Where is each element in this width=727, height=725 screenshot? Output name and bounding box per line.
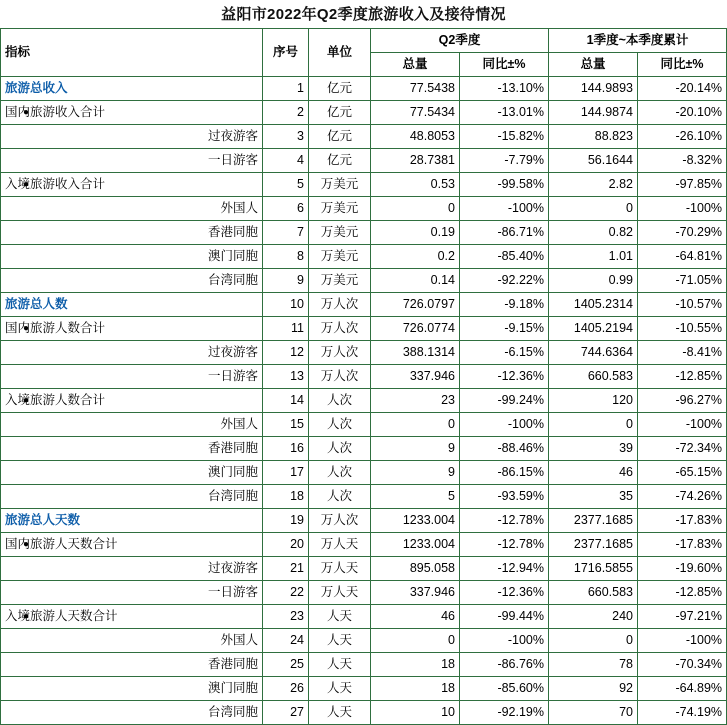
row-indicator: 台湾同胞 <box>1 485 263 509</box>
row-cum-yoy: -70.29% <box>638 221 727 245</box>
row-cum-yoy: -71.05% <box>638 269 727 293</box>
row-cum-yoy: -65.15% <box>638 461 727 485</box>
row-unit: 亿元 <box>309 149 371 173</box>
table-row <box>1 221 727 245</box>
row-seq: 3 <box>263 125 309 149</box>
row-q2-total: 1233.004 <box>371 533 460 557</box>
row-cum-total: 0 <box>549 413 638 437</box>
row-q2-yoy: -12.36% <box>460 581 549 605</box>
row-cum-total: 0 <box>549 197 638 221</box>
header-q2-yoy: 同比±% <box>460 53 549 77</box>
row-seq: 14 <box>263 389 309 413</box>
row-cum-total: 0.82 <box>549 221 638 245</box>
row-seq: 26 <box>263 677 309 701</box>
row-q2-total: 0.14 <box>371 269 460 293</box>
row-q2-total: 77.5434 <box>371 101 460 125</box>
row-cum-total: 2.82 <box>549 173 638 197</box>
table-header <box>1 29 727 77</box>
header-q2-total: 总量 <box>371 53 460 77</box>
row-cum-total: 240 <box>549 605 638 629</box>
row-cum-yoy: -100% <box>638 413 727 437</box>
row-cum-total: 660.583 <box>549 365 638 389</box>
row-cum-yoy: -64.89% <box>638 677 727 701</box>
row-indicator: 澳门同胞 <box>1 461 263 485</box>
row-unit: 万美元 <box>309 221 371 245</box>
row-q2-total: 5 <box>371 485 460 509</box>
row-cum-total: 92 <box>549 677 638 701</box>
table-row <box>1 245 727 269</box>
row-cum-total: 0.99 <box>549 269 638 293</box>
row-q2-yoy: -12.78% <box>460 533 549 557</box>
row-indicator: 香港同胞 <box>1 653 263 677</box>
row-indicator: 过夜游客 <box>1 341 263 365</box>
row-unit: 人天 <box>309 701 371 725</box>
row-unit: 万人天 <box>309 557 371 581</box>
row-q2-yoy: -9.15% <box>460 317 549 341</box>
row-cum-yoy: -12.85% <box>638 581 727 605</box>
row-cum-yoy: -10.57% <box>638 293 727 317</box>
row-q2-yoy: -12.94% <box>460 557 549 581</box>
row-q2-yoy: -99.58% <box>460 173 549 197</box>
row-cum-yoy: -96.27% <box>638 389 727 413</box>
table-row <box>1 581 727 605</box>
row-unit: 万美元 <box>309 197 371 221</box>
row-seq: 15 <box>263 413 309 437</box>
row-indicator: ● 入境旅游人数合计 <box>1 389 263 413</box>
row-cum-total: 78 <box>549 653 638 677</box>
table-row <box>1 293 727 317</box>
row-q2-yoy: -100% <box>460 629 549 653</box>
row-seq: 25 <box>263 653 309 677</box>
row-q2-total: 726.0797 <box>371 293 460 317</box>
row-seq: 11 <box>263 317 309 341</box>
row-cum-total: 744.6364 <box>549 341 638 365</box>
table-row <box>1 341 727 365</box>
row-q2-total: 18 <box>371 653 460 677</box>
row-unit: 人次 <box>309 437 371 461</box>
row-unit: 万人天 <box>309 581 371 605</box>
table-body <box>1 77 727 725</box>
row-seq: 17 <box>263 461 309 485</box>
row-unit: 万人次 <box>309 509 371 533</box>
row-indicator: ● 国内旅游人数合计 <box>1 317 263 341</box>
row-q2-yoy: -85.40% <box>460 245 549 269</box>
row-cum-total: 144.9893 <box>549 77 638 101</box>
row-q2-yoy: -92.22% <box>460 269 549 293</box>
row-cum-total: 70 <box>549 701 638 725</box>
row-unit: 人天 <box>309 629 371 653</box>
table-row <box>1 101 727 125</box>
row-cum-total: 0 <box>549 629 638 653</box>
row-cum-yoy: -17.83% <box>638 533 727 557</box>
header-unit: 单位 <box>309 29 371 77</box>
row-unit: 人天 <box>309 677 371 701</box>
header-group-cumulative: 1季度~本季度累计 <box>549 29 727 53</box>
row-q2-yoy: -86.71% <box>460 221 549 245</box>
row-seq: 27 <box>263 701 309 725</box>
row-cum-yoy: -72.34% <box>638 437 727 461</box>
row-cum-total: 39 <box>549 437 638 461</box>
row-cum-total: 56.1644 <box>549 149 638 173</box>
row-q2-total: 48.8053 <box>371 125 460 149</box>
row-unit: 万人次 <box>309 341 371 365</box>
row-indicator: 一日游客 <box>1 149 263 173</box>
row-unit: 人次 <box>309 389 371 413</box>
row-q2-total: 18 <box>371 677 460 701</box>
header-seq: 序号 <box>263 29 309 77</box>
row-indicator: 澳门同胞 <box>1 677 263 701</box>
row-cum-yoy: -26.10% <box>638 125 727 149</box>
row-q2-total: 337.946 <box>371 365 460 389</box>
table-row <box>1 509 727 533</box>
row-q2-total: 77.5438 <box>371 77 460 101</box>
row-cum-yoy: -64.81% <box>638 245 727 269</box>
table-row <box>1 269 727 293</box>
table-row <box>1 557 727 581</box>
row-q2-total: 0 <box>371 197 460 221</box>
header-indicator: 指标 <box>1 29 263 77</box>
row-unit: 人次 <box>309 461 371 485</box>
row-indicator: 香港同胞 <box>1 221 263 245</box>
row-q2-total: 23 <box>371 389 460 413</box>
row-unit: 亿元 <box>309 77 371 101</box>
table-row <box>1 437 727 461</box>
row-unit: 人次 <box>309 413 371 437</box>
row-cum-yoy: -100% <box>638 197 727 221</box>
row-cum-yoy: -20.10% <box>638 101 727 125</box>
row-seq: 9 <box>263 269 309 293</box>
row-indicator: 外国人 <box>1 629 263 653</box>
row-q2-yoy: -13.10% <box>460 77 549 101</box>
row-seq: 23 <box>263 605 309 629</box>
row-q2-yoy: -99.24% <box>460 389 549 413</box>
row-unit: 人次 <box>309 485 371 509</box>
row-unit: 万美元 <box>309 173 371 197</box>
table-row <box>1 653 727 677</box>
table-row <box>1 605 727 629</box>
row-q2-yoy: -7.79% <box>460 149 549 173</box>
row-indicator: 外国人 <box>1 413 263 437</box>
table-row <box>1 461 727 485</box>
row-q2-yoy: -15.82% <box>460 125 549 149</box>
row-cum-yoy: -8.41% <box>638 341 727 365</box>
row-q2-total: 46 <box>371 605 460 629</box>
row-cum-yoy: -70.34% <box>638 653 727 677</box>
row-cum-total: 2377.1685 <box>549 533 638 557</box>
row-q2-yoy: -93.59% <box>460 485 549 509</box>
row-seq: 4 <box>263 149 309 173</box>
row-seq: 24 <box>263 629 309 653</box>
row-cum-yoy: -74.26% <box>638 485 727 509</box>
table-row <box>1 317 727 341</box>
tourism-statistics-table <box>0 28 727 725</box>
row-cum-total: 1405.2314 <box>549 293 638 317</box>
row-unit: 万人次 <box>309 317 371 341</box>
table-row <box>1 389 727 413</box>
row-unit: 万人次 <box>309 293 371 317</box>
row-cum-total: 35 <box>549 485 638 509</box>
row-cum-yoy: -17.83% <box>638 509 727 533</box>
row-seq: 19 <box>263 509 309 533</box>
row-seq: 18 <box>263 485 309 509</box>
table-row <box>1 77 727 101</box>
row-cum-yoy: -8.32% <box>638 149 727 173</box>
table-row <box>1 149 727 173</box>
header-group-q2: Q2季度 <box>371 29 549 53</box>
table-row <box>1 365 727 389</box>
row-cum-total: 2377.1685 <box>549 509 638 533</box>
row-seq: 16 <box>263 437 309 461</box>
row-unit: 万美元 <box>309 245 371 269</box>
row-cum-yoy: -97.85% <box>638 173 727 197</box>
row-indicator: ● 国内旅游人天数合计 <box>1 533 263 557</box>
row-q2-total: 1233.004 <box>371 509 460 533</box>
row-indicator: 台湾同胞 <box>1 269 263 293</box>
row-q2-total: 0.2 <box>371 245 460 269</box>
row-cum-yoy: -97.21% <box>638 605 727 629</box>
row-q2-total: 388.1314 <box>371 341 460 365</box>
row-q2-yoy: -12.36% <box>460 365 549 389</box>
row-q2-yoy: -85.60% <box>460 677 549 701</box>
row-cum-total: 46 <box>549 461 638 485</box>
header-cum-yoy: 同比±% <box>638 53 727 77</box>
table-row <box>1 485 727 509</box>
row-indicator: 旅游总收入 <box>1 77 263 101</box>
row-cum-yoy: -20.14% <box>638 77 727 101</box>
row-cum-yoy: -12.85% <box>638 365 727 389</box>
row-cum-yoy: -74.19% <box>638 701 727 725</box>
row-q2-yoy: -12.78% <box>460 509 549 533</box>
row-cum-yoy: -10.55% <box>638 317 727 341</box>
row-q2-total: 28.7381 <box>371 149 460 173</box>
row-unit: 人天 <box>309 653 371 677</box>
row-seq: 12 <box>263 341 309 365</box>
page-title: 益阳市2022年Q2季度旅游收入及接待情况 <box>221 6 506 23</box>
row-q2-yoy: -100% <box>460 197 549 221</box>
row-seq: 8 <box>263 245 309 269</box>
table-row <box>1 197 727 221</box>
row-q2-yoy: -99.44% <box>460 605 549 629</box>
row-seq: 22 <box>263 581 309 605</box>
row-cum-total: 1.01 <box>549 245 638 269</box>
row-q2-total: 0.53 <box>371 173 460 197</box>
row-q2-total: 10 <box>371 701 460 725</box>
row-indicator: 过夜游客 <box>1 557 263 581</box>
row-indicator: ● 入境旅游收入合计 <box>1 173 263 197</box>
row-cum-total: 88.823 <box>549 125 638 149</box>
row-seq: 20 <box>263 533 309 557</box>
row-indicator: ● 入境旅游人天数合计 <box>1 605 263 629</box>
row-cum-total: 660.583 <box>549 581 638 605</box>
row-indicator: 旅游总人天数 <box>1 509 263 533</box>
row-q2-total: 0 <box>371 413 460 437</box>
table-row <box>1 413 727 437</box>
row-q2-yoy: -9.18% <box>460 293 549 317</box>
table-row <box>1 125 727 149</box>
row-cum-total: 1405.2194 <box>549 317 638 341</box>
row-cum-total: 144.9874 <box>549 101 638 125</box>
row-indicator: 台湾同胞 <box>1 701 263 725</box>
row-cum-total: 120 <box>549 389 638 413</box>
header-cum-total: 总量 <box>549 53 638 77</box>
row-indicator: 一日游客 <box>1 581 263 605</box>
row-q2-yoy: -13.01% <box>460 101 549 125</box>
row-unit: 万美元 <box>309 269 371 293</box>
row-indicator: 旅游总人数 <box>1 293 263 317</box>
row-q2-yoy: -86.76% <box>460 653 549 677</box>
row-q2-yoy: -92.19% <box>460 701 549 725</box>
row-q2-yoy: -86.15% <box>460 461 549 485</box>
row-seq: 7 <box>263 221 309 245</box>
row-indicator: 一日游客 <box>1 365 263 389</box>
row-q2-total: 0 <box>371 629 460 653</box>
row-cum-yoy: -19.60% <box>638 557 727 581</box>
row-q2-yoy: -100% <box>460 413 549 437</box>
row-q2-total: 9 <box>371 461 460 485</box>
row-unit: 亿元 <box>309 125 371 149</box>
row-q2-total: 337.946 <box>371 581 460 605</box>
row-indicator: 外国人 <box>1 197 263 221</box>
row-indicator: 澳门同胞 <box>1 245 263 269</box>
row-q2-total: 895.058 <box>371 557 460 581</box>
row-q2-total: 726.0774 <box>371 317 460 341</box>
table-row <box>1 629 727 653</box>
row-seq: 5 <box>263 173 309 197</box>
row-cum-yoy: -100% <box>638 629 727 653</box>
row-unit: 亿元 <box>309 101 371 125</box>
row-seq: 2 <box>263 101 309 125</box>
row-indicator: ● 国内旅游收入合计 <box>1 101 263 125</box>
row-indicator: 香港同胞 <box>1 437 263 461</box>
table-row <box>1 173 727 197</box>
row-q2-yoy: -88.46% <box>460 437 549 461</box>
row-indicator: 过夜游客 <box>1 125 263 149</box>
table-row <box>1 701 727 725</box>
row-seq: 10 <box>263 293 309 317</box>
row-seq: 13 <box>263 365 309 389</box>
table-row <box>1 533 727 557</box>
row-seq: 21 <box>263 557 309 581</box>
row-q2-yoy: -6.15% <box>460 341 549 365</box>
row-unit: 万人天 <box>309 533 371 557</box>
row-cum-total: 1716.5855 <box>549 557 638 581</box>
row-seq: 6 <box>263 197 309 221</box>
row-q2-total: 9 <box>371 437 460 461</box>
row-unit: 人天 <box>309 605 371 629</box>
row-seq: 1 <box>263 77 309 101</box>
row-q2-total: 0.19 <box>371 221 460 245</box>
row-unit: 万人次 <box>309 365 371 389</box>
